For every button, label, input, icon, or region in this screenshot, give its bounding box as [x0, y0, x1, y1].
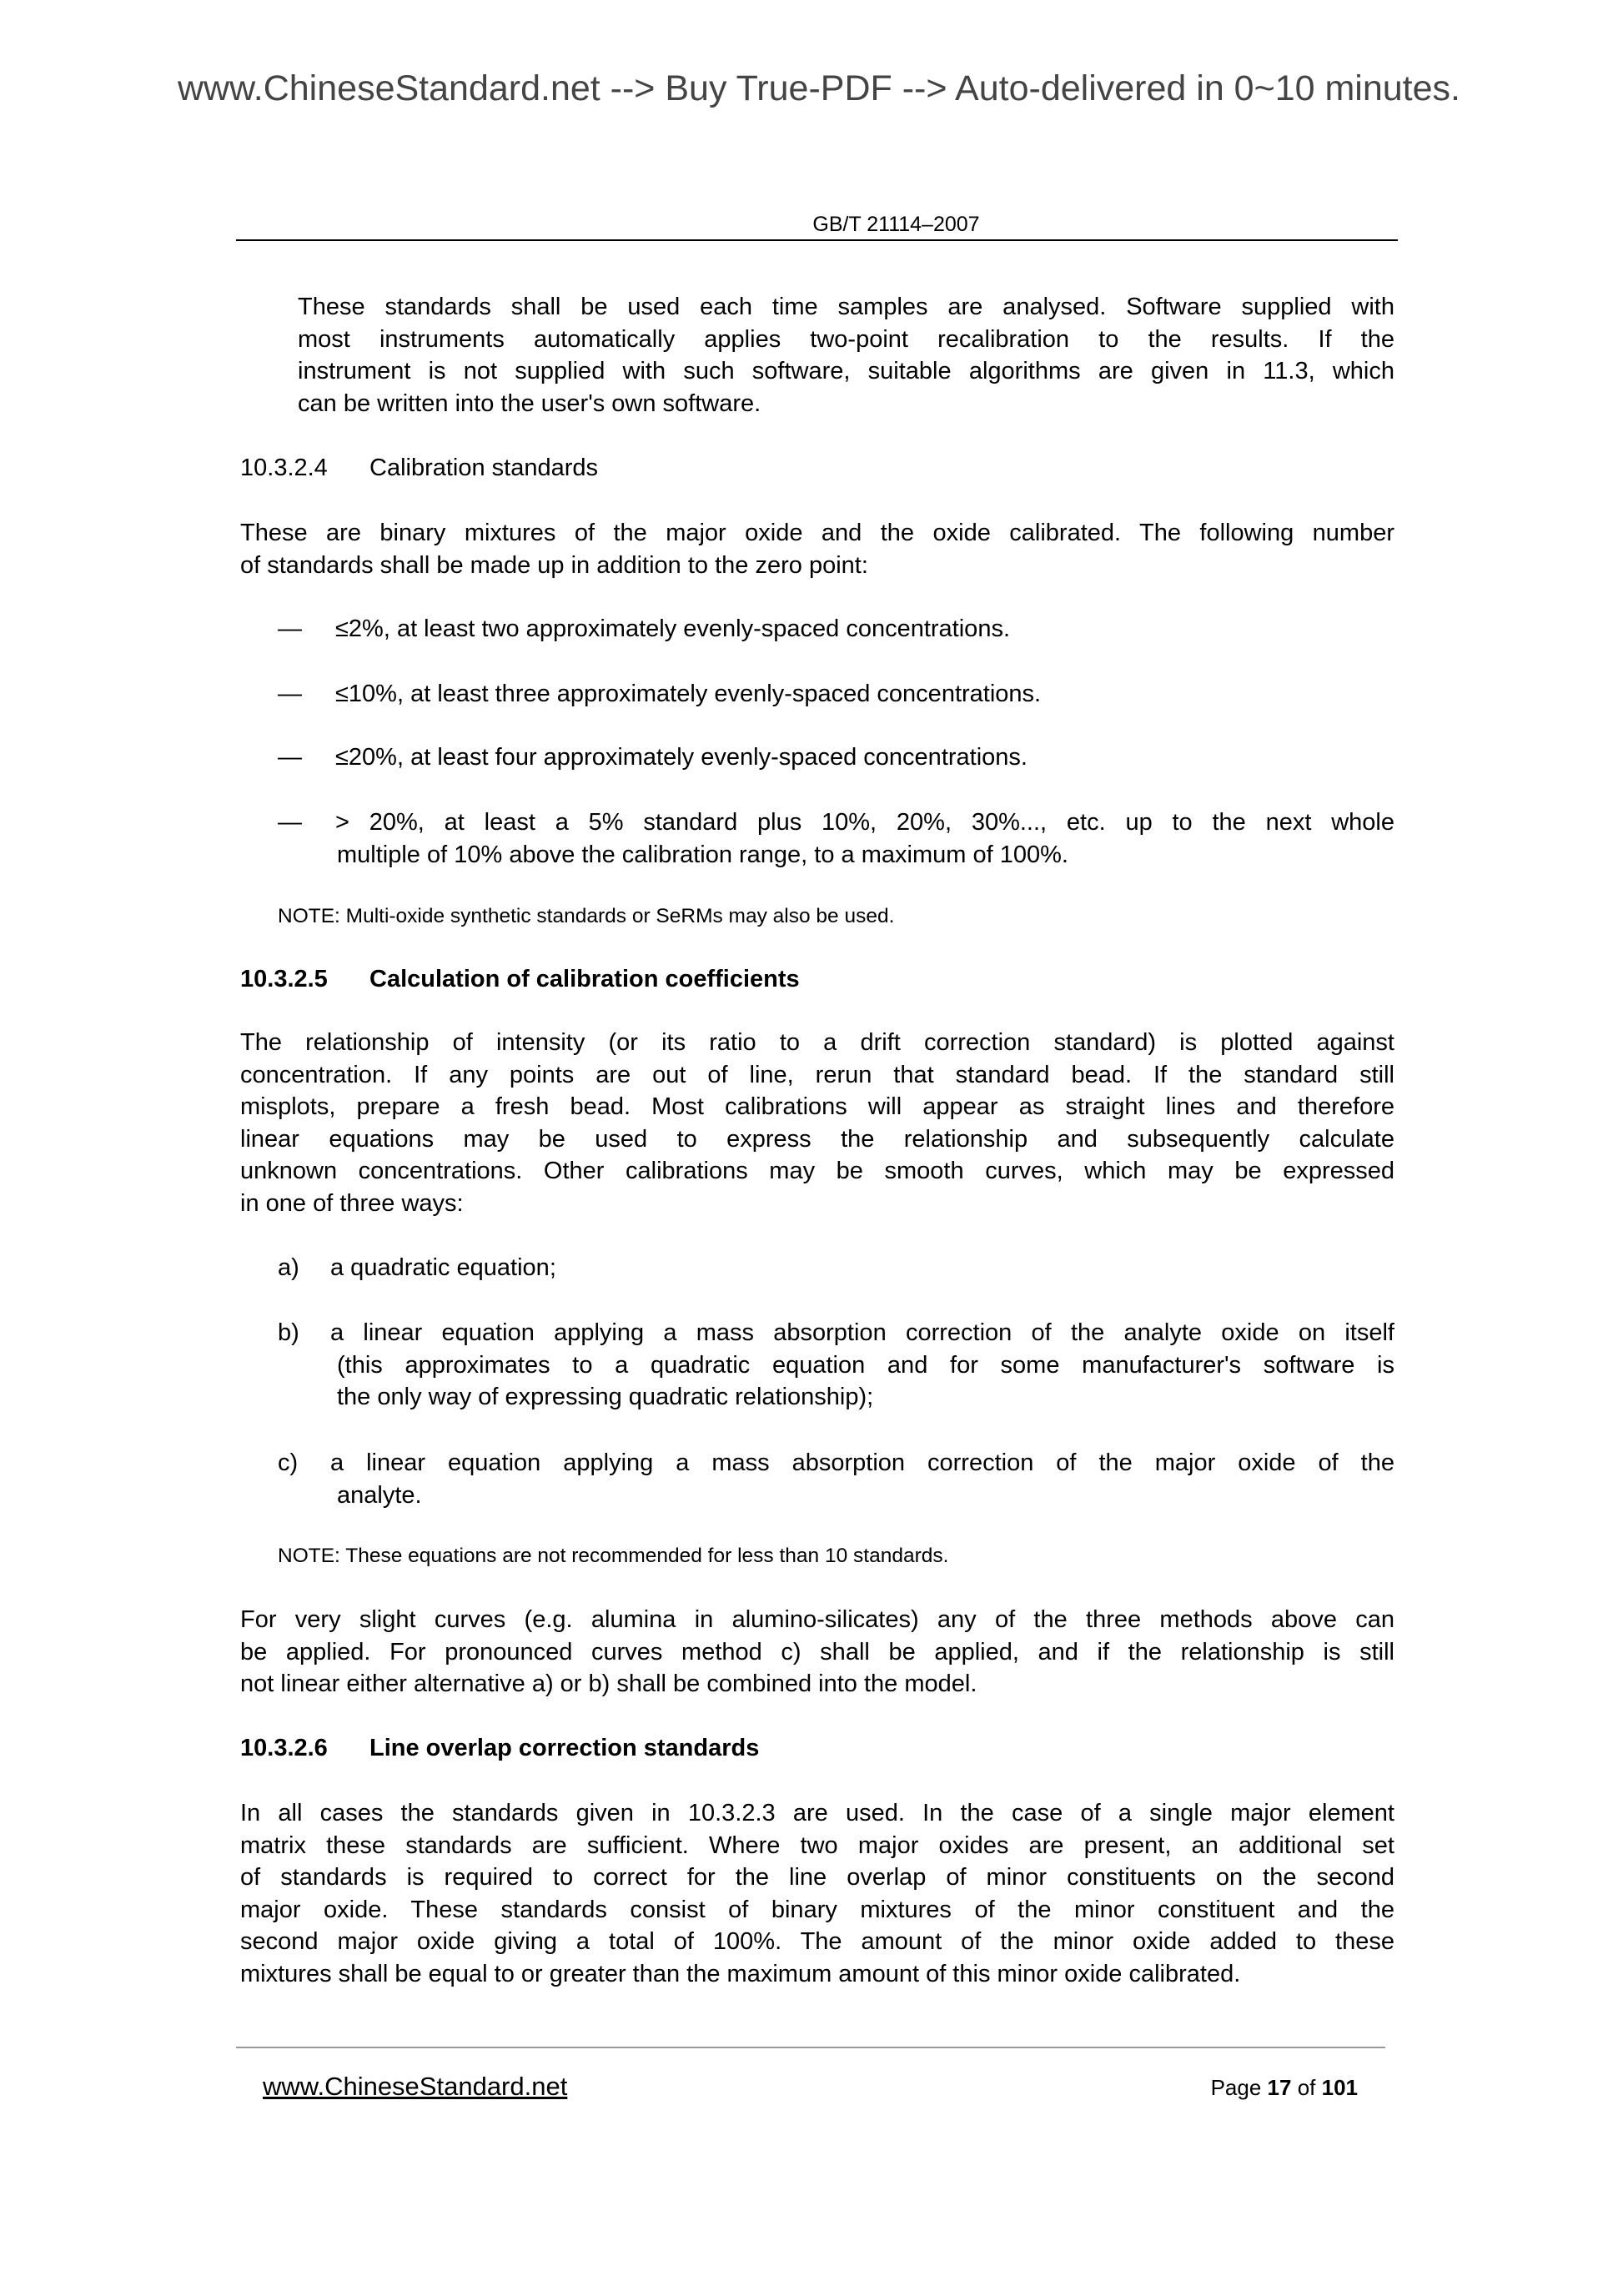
promo-banner[interactable]: www.ChineseStandard.net --> Buy True-PDF --> Auto-delivered in 0~10 minutes. — [177, 68, 1460, 108]
text-line: can be written into the user's own software. — [298, 389, 761, 417]
paragraph — [240, 1604, 1394, 1701]
list-item-text — [330, 1447, 1394, 1511]
heading-number: 10.3.2.5 — [240, 966, 328, 992]
paragraph — [298, 291, 1394, 420]
text-line: in one of three ways: — [240, 1189, 464, 1217]
text-line: misplots, prepare a fresh bead. Most calibrations will appear as straight lines and therefore — [240, 1093, 1394, 1121]
heading-title: Line overlap correction standards — [369, 1735, 760, 1761]
section-heading — [240, 452, 598, 485]
heading-number: 10.3.2.4 — [240, 455, 328, 481]
section-heading — [240, 1732, 759, 1765]
text-line: of standards is required to correct for the line overlap of minor constituents on the second — [240, 1864, 1394, 1892]
text-line: unknown concentrations. Other calibrations may be smooth curves, which may be expressed — [240, 1158, 1394, 1185]
footer-rule — [236, 2047, 1385, 2048]
list-marker: — — [278, 744, 302, 771]
text-line: analyte. — [337, 1481, 422, 1509]
page-current: 17 — [1267, 2075, 1292, 2100]
text-line: be applied. For pronounced curves method c) shall be applied, and if the relationship is still — [240, 1638, 1394, 1665]
text-line: In all cases the standards given in 10.3.2.3 are used. In the case of a single major element — [240, 1800, 1394, 1826]
section-heading — [240, 963, 800, 996]
list-item-text — [335, 806, 1394, 871]
list-item-text — [330, 1252, 1394, 1284]
text-line: (this approximates to a quadratic equation and for some manufacturer's software is — [337, 1351, 1394, 1379]
text-line: second major oxide giving a total of 100%. The amount of the minor oxide added to these — [240, 1928, 1394, 1956]
page-of: of — [1297, 2075, 1316, 2100]
text-line: of standards shall be made up in addition to the zero point: — [240, 551, 868, 579]
list-marker: — — [278, 681, 302, 707]
page-number — [1211, 2074, 1358, 2101]
text-line: ≤10%, at least three approximately evenly-spaced concentrations. — [335, 681, 1042, 707]
page-total: 101 — [1321, 2075, 1358, 2100]
list-item-text — [335, 678, 1394, 711]
paragraph — [240, 1027, 1394, 1220]
list-marker: — — [278, 809, 302, 836]
page-prefix: Page — [1210, 2075, 1262, 2100]
heading-title: Calibration standards — [369, 455, 599, 481]
text-line: not linear either alternative a) or b) shall be combined into the model. — [240, 1671, 977, 1698]
heading-number: 10.3.2.6 — [240, 1735, 328, 1761]
text-line: a linear equation applying a mass absorption correction of the analyte oxide on itself — [330, 1319, 1394, 1346]
text-line: multiple of 10% above the calibration range, to a maximum of 100%. — [337, 841, 1068, 868]
text-line: a quadratic equation; — [330, 1254, 556, 1281]
list-marker: c) — [278, 1449, 299, 1476]
list-item-text — [335, 741, 1394, 774]
text-line: mixtures shall be equal to or greater than the maximum amount of this minor oxide calibrated. — [240, 1960, 1241, 1987]
list-marker: a) — [278, 1254, 299, 1281]
text-line: These are binary mixtures of the major oxide and the oxide calibrated. The following number — [240, 520, 1394, 546]
running-header: GB/T 21114–2007 — [812, 213, 980, 236]
text-line: The relationship of intensity (or its ratio to a drift correction standard) is plotted against — [240, 1029, 1394, 1056]
text-line: > 20%, at least a 5% standard plus 10%, 20%, 30%..., etc. up to the next whole — [335, 809, 1394, 836]
paragraph — [240, 1797, 1394, 1991]
list-marker: b) — [278, 1319, 299, 1346]
text-line: For very slight curves (e.g. alumina in alumino-silicates) any of the three methods above can — [240, 1606, 1394, 1633]
text-line: major oxide. These standards consist of binary mixtures of the minor constituent and the — [240, 1896, 1394, 1923]
text-line: instrument is not supplied with such software, suitable algorithms are given in 11.3, which — [298, 358, 1394, 385]
footer-link[interactable]: www.ChineseStandard.net — [263, 2072, 568, 2101]
text-line: concentration. If any points are out of line, rerun that standard bead. If the standard still — [240, 1061, 1394, 1088]
text-line: ≤2%, at least two approximately evenly-spaced concentrations. — [335, 615, 1010, 642]
list-marker: — — [278, 615, 302, 642]
text-line: most instruments automatically applies two-point recalibration to the results. If the — [298, 325, 1394, 353]
text-line: These standards shall be used each time samples are analysed. Software supplied with — [298, 294, 1394, 320]
text-line: linear equations may be used to express the relationship and subsequently calculate — [240, 1125, 1394, 1153]
text-line: ≤20%, at least four approximately evenly-spaced concentrations. — [335, 744, 1028, 771]
heading-title: Calculation of calibration coefficients — [369, 966, 800, 992]
paragraph — [240, 517, 1394, 581]
text-line: the only way of expressing quadratic relationship); — [337, 1384, 874, 1411]
header-rule — [236, 239, 1398, 241]
text-line: matrix these standards are sufficient. Where two major oxides are present, an additional set — [240, 1831, 1394, 1859]
note: NOTE: Multi-oxide synthetic standards or SeRMs may also be used. — [278, 905, 895, 927]
text-line: a linear equation applying a mass absorption correction of the major oxide of the — [330, 1449, 1394, 1476]
list-item-text — [330, 1317, 1394, 1414]
list-item-text — [335, 613, 1394, 646]
note: NOTE: These equations are not recommended for less than 10 standards. — [278, 1545, 949, 1567]
